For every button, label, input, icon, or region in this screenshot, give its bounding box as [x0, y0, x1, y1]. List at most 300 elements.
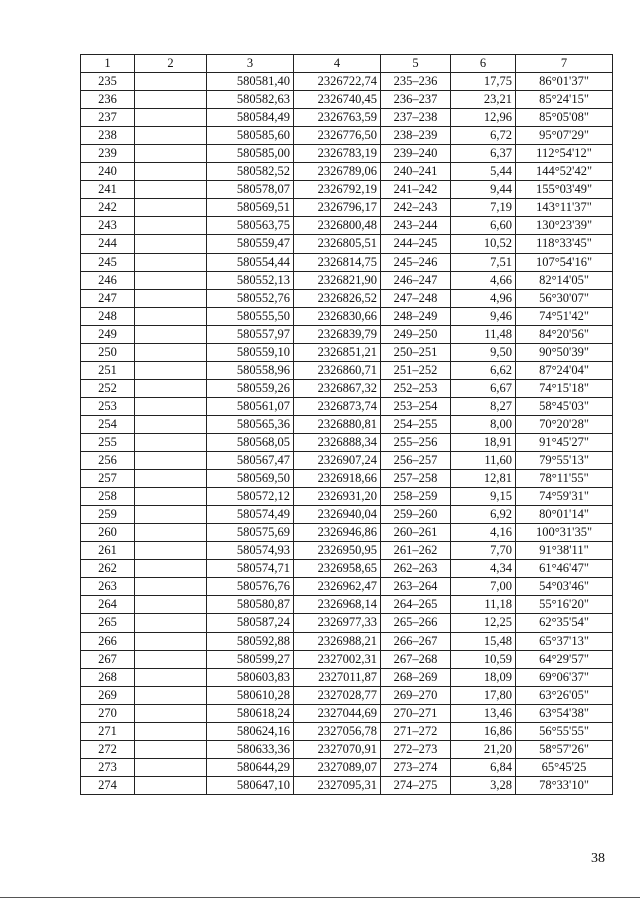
- cell-x-coordinate: 580569,50: [207, 470, 294, 488]
- table-row: [81, 235, 613, 253]
- cell-y-coordinate: 2327089,07: [294, 758, 381, 776]
- cell-blank: [135, 704, 207, 722]
- table-row: [81, 776, 613, 794]
- cell-x-coordinate: 580618,24: [207, 704, 294, 722]
- cell-angle: 95°07'29": [516, 127, 613, 145]
- cell-segment: 273–274: [381, 758, 451, 776]
- cell-x-coordinate: 580585,00: [207, 145, 294, 163]
- table-row: [81, 127, 613, 145]
- cell-segment: 265–266: [381, 614, 451, 632]
- cell-blank: [135, 560, 207, 578]
- cell-length: 18,09: [451, 668, 516, 686]
- cell-x-coordinate: 580557,97: [207, 325, 294, 343]
- cell-x-coordinate: 580587,24: [207, 614, 294, 632]
- cell-blank: [135, 325, 207, 343]
- cell-point-number: 240: [81, 163, 135, 181]
- table-row: [81, 343, 613, 361]
- cell-length: 6,60: [451, 217, 516, 235]
- cell-blank: [135, 361, 207, 379]
- cell-angle: 78°33'10": [516, 776, 613, 794]
- cell-point-number: 241: [81, 181, 135, 199]
- cell-point-number: 260: [81, 524, 135, 542]
- cell-length: 9,15: [451, 488, 516, 506]
- cell-segment: 264–265: [381, 596, 451, 614]
- cell-length: 9,50: [451, 343, 516, 361]
- cell-blank: [135, 506, 207, 524]
- table-row: [81, 578, 613, 596]
- header-cell-2: 2: [135, 55, 207, 73]
- cell-point-number: 264: [81, 596, 135, 614]
- cell-y-coordinate: 2327011,87: [294, 668, 381, 686]
- cell-blank: [135, 199, 207, 217]
- cell-blank: [135, 722, 207, 740]
- cell-length: 7,19: [451, 199, 516, 217]
- cell-point-number: 247: [81, 289, 135, 307]
- cell-blank: [135, 740, 207, 758]
- cell-x-coordinate: 580575,69: [207, 524, 294, 542]
- cell-segment: 250–251: [381, 343, 451, 361]
- cell-y-coordinate: 2326805,51: [294, 235, 381, 253]
- cell-segment: 248–249: [381, 307, 451, 325]
- cell-angle: 74°59'31": [516, 488, 613, 506]
- cell-angle: 84°20'56": [516, 325, 613, 343]
- cell-blank: [135, 91, 207, 109]
- cell-x-coordinate: 580559,47: [207, 235, 294, 253]
- coordinates-table: [80, 54, 613, 795]
- cell-length: 17,75: [451, 73, 516, 91]
- cell-length: 13,46: [451, 704, 516, 722]
- cell-blank: [135, 217, 207, 235]
- cell-point-number: 258: [81, 488, 135, 506]
- cell-x-coordinate: 580592,88: [207, 632, 294, 650]
- cell-blank: [135, 433, 207, 451]
- cell-point-number: 243: [81, 217, 135, 235]
- cell-length: 4,66: [451, 271, 516, 289]
- cell-blank: [135, 758, 207, 776]
- cell-blank: [135, 686, 207, 704]
- table-row: [81, 704, 613, 722]
- header-cell-5: 5: [381, 55, 451, 73]
- cell-x-coordinate: 580574,93: [207, 542, 294, 560]
- cell-length: 7,51: [451, 253, 516, 271]
- cell-segment: 269–270: [381, 686, 451, 704]
- table-row: [81, 415, 613, 433]
- cell-point-number: 271: [81, 722, 135, 740]
- cell-angle: 61°46'47": [516, 560, 613, 578]
- cell-y-coordinate: 2326968,14: [294, 596, 381, 614]
- cell-point-number: 235: [81, 73, 135, 91]
- header-cell-1: 1: [81, 55, 135, 73]
- cell-y-coordinate: 2326826,52: [294, 289, 381, 307]
- cell-segment: 240–241: [381, 163, 451, 181]
- header-cell-6: 6: [451, 55, 516, 73]
- cell-point-number: 266: [81, 632, 135, 650]
- cell-segment: 257–258: [381, 470, 451, 488]
- cell-x-coordinate: 580582,63: [207, 91, 294, 109]
- cell-length: 15,48: [451, 632, 516, 650]
- cell-y-coordinate: 2327044,69: [294, 704, 381, 722]
- table-row: [81, 506, 613, 524]
- table-row: [81, 73, 613, 91]
- cell-point-number: 239: [81, 145, 135, 163]
- cell-y-coordinate: 2326918,66: [294, 470, 381, 488]
- cell-segment: 267–268: [381, 650, 451, 668]
- cell-x-coordinate: 580559,10: [207, 343, 294, 361]
- cell-angle: 63°54'38": [516, 704, 613, 722]
- cell-angle: 58°45'03": [516, 397, 613, 415]
- cell-x-coordinate: 580603,83: [207, 668, 294, 686]
- cell-y-coordinate: 2326821,90: [294, 271, 381, 289]
- cell-blank: [135, 524, 207, 542]
- cell-y-coordinate: 2327095,31: [294, 776, 381, 794]
- cell-point-number: 255: [81, 433, 135, 451]
- cell-length: 6,37: [451, 145, 516, 163]
- cell-segment: 239–240: [381, 145, 451, 163]
- cell-segment: 268–269: [381, 668, 451, 686]
- cell-x-coordinate: 580567,47: [207, 452, 294, 470]
- cell-point-number: 246: [81, 271, 135, 289]
- cell-length: 4,16: [451, 524, 516, 542]
- table-row: [81, 271, 613, 289]
- table-row: [81, 524, 613, 542]
- cell-segment: 255–256: [381, 433, 451, 451]
- cell-y-coordinate: 2326860,71: [294, 361, 381, 379]
- table-row: [81, 397, 613, 415]
- cell-angle: 78°11'55": [516, 470, 613, 488]
- cell-y-coordinate: 2326867,32: [294, 379, 381, 397]
- cell-length: 11,48: [451, 325, 516, 343]
- table-row: [81, 433, 613, 451]
- cell-x-coordinate: 580572,12: [207, 488, 294, 506]
- table-row: [81, 253, 613, 271]
- cell-segment: 258–259: [381, 488, 451, 506]
- cell-x-coordinate: 580581,40: [207, 73, 294, 91]
- cell-point-number: 253: [81, 397, 135, 415]
- cell-angle: 79°55'13": [516, 452, 613, 470]
- cell-length: 6,72: [451, 127, 516, 145]
- cell-length: 4,96: [451, 289, 516, 307]
- cell-x-coordinate: 580576,76: [207, 578, 294, 596]
- cell-angle: 80°01'14": [516, 506, 613, 524]
- cell-angle: 64°29'57": [516, 650, 613, 668]
- cell-segment: 254–255: [381, 415, 451, 433]
- cell-y-coordinate: 2326776,50: [294, 127, 381, 145]
- cell-x-coordinate: 580568,05: [207, 433, 294, 451]
- cell-blank: [135, 397, 207, 415]
- cell-y-coordinate: 2326888,34: [294, 433, 381, 451]
- table-row: [81, 650, 613, 668]
- cell-segment: 251–252: [381, 361, 451, 379]
- cell-segment: 272–273: [381, 740, 451, 758]
- cell-y-coordinate: 2326792,19: [294, 181, 381, 199]
- cell-blank: [135, 452, 207, 470]
- cell-x-coordinate: 580552,13: [207, 271, 294, 289]
- cell-blank: [135, 470, 207, 488]
- cell-point-number: 259: [81, 506, 135, 524]
- cell-segment: 236–237: [381, 91, 451, 109]
- cell-length: 5,44: [451, 163, 516, 181]
- cell-angle: 90°50'39": [516, 343, 613, 361]
- cell-point-number: 250: [81, 343, 135, 361]
- cell-x-coordinate: 580558,96: [207, 361, 294, 379]
- cell-point-number: 248: [81, 307, 135, 325]
- page-number: 38: [591, 851, 605, 866]
- cell-point-number: 236: [81, 91, 135, 109]
- cell-x-coordinate: 580574,71: [207, 560, 294, 578]
- cell-angle: 54°03'46": [516, 578, 613, 596]
- cell-blank: [135, 181, 207, 199]
- cell-angle: 91°38'11": [516, 542, 613, 560]
- cell-y-coordinate: 2326814,75: [294, 253, 381, 271]
- header-cell-3: 3: [207, 55, 294, 73]
- cell-blank: [135, 488, 207, 506]
- cell-angle: 87°24'04": [516, 361, 613, 379]
- header-cell-4: 4: [294, 55, 381, 73]
- cell-segment: 249–250: [381, 325, 451, 343]
- cell-x-coordinate: 580584,49: [207, 109, 294, 127]
- cell-x-coordinate: 580555,50: [207, 307, 294, 325]
- cell-blank: [135, 271, 207, 289]
- cell-angle: 82°14'05": [516, 271, 613, 289]
- cell-y-coordinate: 2326830,66: [294, 307, 381, 325]
- cell-length: 3,28: [451, 776, 516, 794]
- cell-x-coordinate: 580559,26: [207, 379, 294, 397]
- cell-y-coordinate: 2326958,65: [294, 560, 381, 578]
- table-row: [81, 560, 613, 578]
- cell-angle: 144°52'42": [516, 163, 613, 181]
- table-row: [81, 145, 613, 163]
- cell-blank: [135, 614, 207, 632]
- cell-segment: 266–267: [381, 632, 451, 650]
- cell-blank: [135, 127, 207, 145]
- cell-angle: 56°55'55": [516, 722, 613, 740]
- cell-point-number: 270: [81, 704, 135, 722]
- cell-point-number: 273: [81, 758, 135, 776]
- cell-y-coordinate: 2326950,95: [294, 542, 381, 560]
- cell-segment: 241–242: [381, 181, 451, 199]
- cell-length: 6,84: [451, 758, 516, 776]
- cell-blank: [135, 109, 207, 127]
- cell-blank: [135, 163, 207, 181]
- cell-angle: 74°51'42": [516, 307, 613, 325]
- cell-point-number: 274: [81, 776, 135, 794]
- cell-angle: 85°05'08": [516, 109, 613, 127]
- cell-segment: 271–272: [381, 722, 451, 740]
- table-row: [81, 470, 613, 488]
- table-row: [81, 722, 613, 740]
- cell-angle: 65°45'25: [516, 758, 613, 776]
- cell-point-number: 244: [81, 235, 135, 253]
- cell-length: 9,46: [451, 307, 516, 325]
- table-row: [81, 740, 613, 758]
- table-row: [81, 632, 613, 650]
- table-row: [81, 307, 613, 325]
- cell-blank: [135, 542, 207, 560]
- header-row: [81, 55, 613, 73]
- cell-blank: [135, 776, 207, 794]
- cell-point-number: 242: [81, 199, 135, 217]
- table-row: [81, 163, 613, 181]
- table-row: [81, 379, 613, 397]
- cell-y-coordinate: 2326873,74: [294, 397, 381, 415]
- cell-segment: 247–248: [381, 289, 451, 307]
- cell-point-number: 256: [81, 452, 135, 470]
- table-row: [81, 91, 613, 109]
- cell-angle: 85°24'15": [516, 91, 613, 109]
- cell-blank: [135, 253, 207, 271]
- cell-y-coordinate: 2326988,21: [294, 632, 381, 650]
- cell-angle: 130°23'39": [516, 217, 613, 235]
- table-row: [81, 452, 613, 470]
- cell-angle: 55°16'20": [516, 596, 613, 614]
- cell-length: 10,52: [451, 235, 516, 253]
- cell-y-coordinate: 2326962,47: [294, 578, 381, 596]
- cell-angle: 62°35'54": [516, 614, 613, 632]
- cell-x-coordinate: 580610,28: [207, 686, 294, 704]
- cell-length: 12,96: [451, 109, 516, 127]
- table-row: [81, 109, 613, 127]
- table-row: [81, 289, 613, 307]
- cell-point-number: 269: [81, 686, 135, 704]
- cell-length: 21,20: [451, 740, 516, 758]
- cell-x-coordinate: 580624,16: [207, 722, 294, 740]
- cell-angle: 100°31'35": [516, 524, 613, 542]
- cell-point-number: 251: [81, 361, 135, 379]
- table-row: [81, 758, 613, 776]
- cell-segment: 246–247: [381, 271, 451, 289]
- cell-length: 11,60: [451, 452, 516, 470]
- cell-y-coordinate: 2327028,77: [294, 686, 381, 704]
- table-row: [81, 199, 613, 217]
- cell-blank: [135, 578, 207, 596]
- cell-angle: 86°01'37": [516, 73, 613, 91]
- cell-point-number: 272: [81, 740, 135, 758]
- cell-blank: [135, 307, 207, 325]
- cell-angle: 74°15'18": [516, 379, 613, 397]
- cell-segment: 252–253: [381, 379, 451, 397]
- cell-length: 6,67: [451, 379, 516, 397]
- cell-angle: 65°37'13": [516, 632, 613, 650]
- cell-length: 18,91: [451, 433, 516, 451]
- cell-length: 12,25: [451, 614, 516, 632]
- table-row: [81, 217, 613, 235]
- cell-segment: 270–271: [381, 704, 451, 722]
- cell-length: 6,62: [451, 361, 516, 379]
- cell-x-coordinate: 580580,87: [207, 596, 294, 614]
- cell-point-number: 252: [81, 379, 135, 397]
- header-cell-7: 7: [516, 55, 613, 73]
- cell-segment: 274–275: [381, 776, 451, 794]
- cell-blank: [135, 668, 207, 686]
- cell-blank: [135, 145, 207, 163]
- footer-rule: [0, 897, 640, 898]
- cell-point-number: 257: [81, 470, 135, 488]
- cell-segment: 253–254: [381, 397, 451, 415]
- cell-point-number: 254: [81, 415, 135, 433]
- cell-x-coordinate: 580561,07: [207, 397, 294, 415]
- cell-length: 6,92: [451, 506, 516, 524]
- cell-angle: 118°33'45": [516, 235, 613, 253]
- cell-x-coordinate: 580647,10: [207, 776, 294, 794]
- cell-point-number: 262: [81, 560, 135, 578]
- cell-blank: [135, 415, 207, 433]
- cell-segment: 261–262: [381, 542, 451, 560]
- cell-segment: 244–245: [381, 235, 451, 253]
- cell-y-coordinate: 2326880,81: [294, 415, 381, 433]
- cell-length: 16,86: [451, 722, 516, 740]
- cell-x-coordinate: 580552,76: [207, 289, 294, 307]
- cell-segment: 263–264: [381, 578, 451, 596]
- cell-y-coordinate: 2326839,79: [294, 325, 381, 343]
- cell-y-coordinate: 2327002,31: [294, 650, 381, 668]
- cell-x-coordinate: 580578,07: [207, 181, 294, 199]
- cell-blank: [135, 73, 207, 91]
- cell-length: 23,21: [451, 91, 516, 109]
- cell-segment: 243–244: [381, 217, 451, 235]
- cell-angle: 69°06'37": [516, 668, 613, 686]
- table-row: [81, 488, 613, 506]
- cell-length: 8,00: [451, 415, 516, 433]
- table-row: [81, 361, 613, 379]
- cell-length: 10,59: [451, 650, 516, 668]
- cell-blank: [135, 289, 207, 307]
- cell-length: 12,81: [451, 470, 516, 488]
- cell-x-coordinate: 580565,36: [207, 415, 294, 433]
- cell-y-coordinate: 2326931,20: [294, 488, 381, 506]
- cell-angle: 58°57'26": [516, 740, 613, 758]
- cell-y-coordinate: 2326740,45: [294, 91, 381, 109]
- cell-segment: 259–260: [381, 506, 451, 524]
- table-row: [81, 542, 613, 560]
- cell-point-number: 261: [81, 542, 135, 560]
- cell-blank: [135, 235, 207, 253]
- cell-blank: [135, 596, 207, 614]
- cell-x-coordinate: 580569,51: [207, 199, 294, 217]
- cell-y-coordinate: 2326977,33: [294, 614, 381, 632]
- cell-x-coordinate: 580554,44: [207, 253, 294, 271]
- cell-point-number: 265: [81, 614, 135, 632]
- cell-point-number: 268: [81, 668, 135, 686]
- cell-blank: [135, 650, 207, 668]
- cell-x-coordinate: 580633,36: [207, 740, 294, 758]
- cell-length: 7,00: [451, 578, 516, 596]
- cell-blank: [135, 632, 207, 650]
- table-row: [81, 614, 613, 632]
- cell-segment: 238–239: [381, 127, 451, 145]
- cell-angle: 91°45'27": [516, 433, 613, 451]
- cell-length: 9,44: [451, 181, 516, 199]
- cell-angle: 107°54'16": [516, 253, 613, 271]
- cell-angle: 70°20'28": [516, 415, 613, 433]
- cell-y-coordinate: 2327070,91: [294, 740, 381, 758]
- cell-x-coordinate: 580585,60: [207, 127, 294, 145]
- cell-y-coordinate: 2326789,06: [294, 163, 381, 181]
- cell-length: 7,70: [451, 542, 516, 560]
- cell-segment: 237–238: [381, 109, 451, 127]
- cell-y-coordinate: 2326940,04: [294, 506, 381, 524]
- table-row: [81, 325, 613, 343]
- cell-x-coordinate: 580582,52: [207, 163, 294, 181]
- cell-segment: 245–246: [381, 253, 451, 271]
- cell-x-coordinate: 580644,29: [207, 758, 294, 776]
- cell-angle: 63°26'05": [516, 686, 613, 704]
- table-body: [81, 73, 613, 795]
- cell-point-number: 263: [81, 578, 135, 596]
- cell-length: 4,34: [451, 560, 516, 578]
- cell-length: 8,27: [451, 397, 516, 415]
- cell-length: 11,18: [451, 596, 516, 614]
- cell-segment: 256–257: [381, 452, 451, 470]
